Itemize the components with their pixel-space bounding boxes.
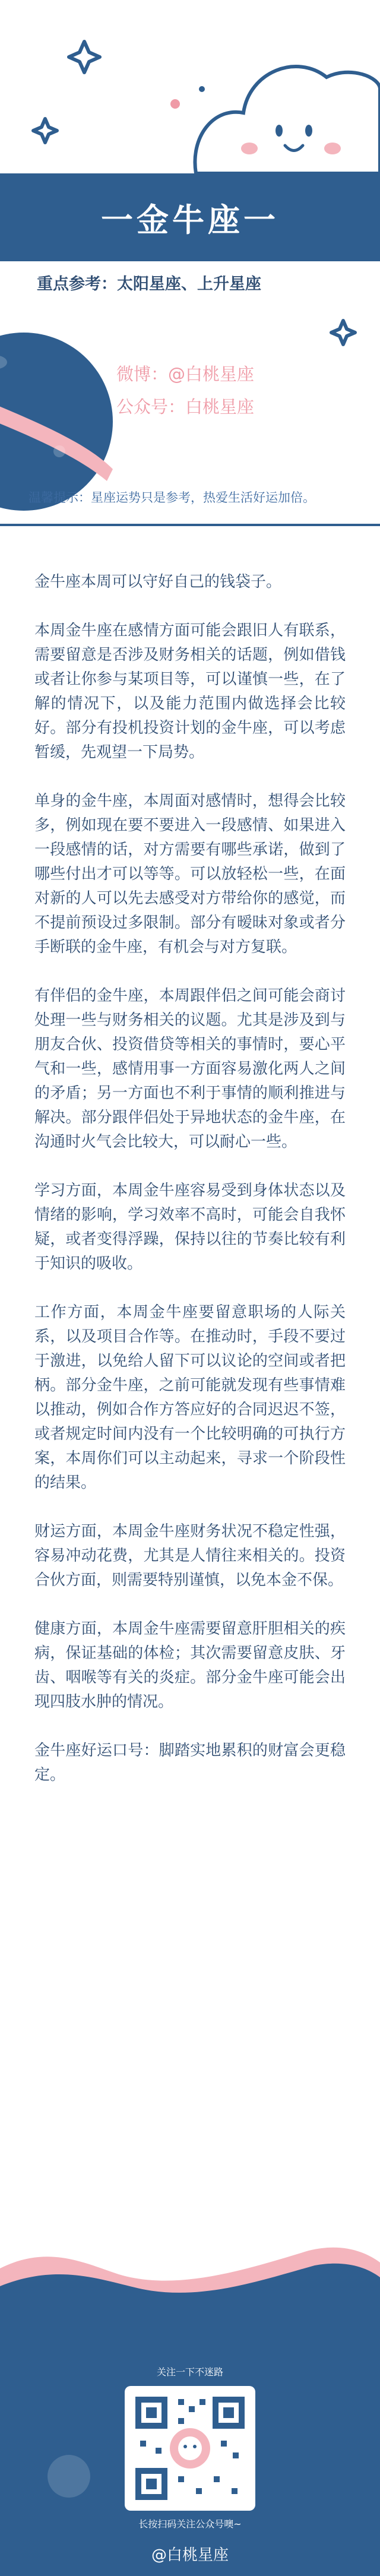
qr-code-icon <box>125 2386 255 2511</box>
paragraph-love-general: 本周金牛座在感情方面可能会跟旧人有联系，需要留意是否涉及财务相关的话题，例如借钱或者让你参与某项目等，可以谨慎一些，在了解的情况下，以及能力范围内做选择会比较好。部分有投机投资计划的金牛座，可以考虑暂缓，先观望一下局势。 <box>34 622 346 761</box>
paragraph-study: 学习方面，本周金牛座容易受到身体状态以及情绪的影响，学习效率不高时，可能会自我怀疑，或者变得浮躁，保持以往的节奏比较有利于知识的吸收。 <box>34 1182 346 1273</box>
footer-brand: @白桃星座 <box>151 2546 229 2564</box>
planet-icon <box>0 333 113 511</box>
divider <box>0 524 380 526</box>
tip-text: 温馨提示：星座运势只是参考，热爱生活好运加倍。 <box>28 490 315 505</box>
qr-caption-top: 关注一下不迷路 <box>156 2366 223 2378</box>
paragraph-intro: 金牛座本周可以守好自己的钱袋子。 <box>34 573 282 591</box>
paragraph-slogan: 金牛座好运口号：脚踏实地累积的财富会更稳定。 <box>34 1742 346 1784</box>
qr-caption-bottom: 长按扫码关注公众号噢~ <box>138 2518 242 2530</box>
paragraph-work: 工作方面，本周金牛座要留意职场的人际关系，以及项目合作等。在推动时，手段不要过于激进，以免给人留下可以议论的空间或者把柄。部分金牛座，之前可能就发现有些事情难以推动，例如合作方答应好的合同迟迟不签，或者规定时间内没有一个比较明确的可执行方案，本周你们可以主动起来，寻求一个阶段性的结果。 <box>34 1303 346 1492</box>
paragraph-single: 单身的金牛座，本周面对感情时，想得会比较多，例如现在要不要进入一段感情、如果进入一段感情的话，对方需要有哪些承诺，做到了哪些付出才可以等等。可以放轻松一些，在面对新的人可以先去感受对方带给你的感觉，而不提前预设过多限制。部分有暧昧对象或者分手断联的金牛座，有机会与对方复联。 <box>34 792 346 956</box>
weibo-handle: 微博：@白桃星座 <box>116 364 255 384</box>
cloud-mascot-icon <box>195 67 380 173</box>
paragraph-partner: 有伴侣的金牛座，本周跟伴侣之间可能会商讨处理一些与财务相关的议题。尤其是涉及到与朋友合伙、投资借贷等相关的事情时，要心平气和一些，感情用事一方面容易激化两人之间的矛盾；另一方面也不利于事情的顺利推进与解决。部分跟伴侣处于异地状态的金牛座，在沟通时火气会比较大，可以耐心一些。 <box>34 987 346 1151</box>
paragraph-money: 财运方面，本周金牛座财务状况不稳定性强，容易冲动花费，尤其是人情往来相关的。投资合伙方面，则需要特别谨慎，以免本金不保。 <box>34 1523 346 1589</box>
header-illustration <box>0 0 380 534</box>
dot-icon <box>170 86 205 109</box>
page-title: 一金牛座一 <box>101 201 279 239</box>
paragraph-health: 健康方面，本周金牛座需要留意肝胆相关的疾病，保证基础的体检；其次需要留意皮肤、牙齿、咽喉等有关的炎症。部分金牛座可能会出现四肢水肿的情况。 <box>34 1620 346 1711</box>
article-body <box>34 570 346 1812</box>
reference-note: 重点参考：太阳星座、上升星座 <box>37 275 261 293</box>
planet-small-icon <box>48 2455 90 2498</box>
wechat-account: 公众号：白桃星座 <box>116 397 255 417</box>
